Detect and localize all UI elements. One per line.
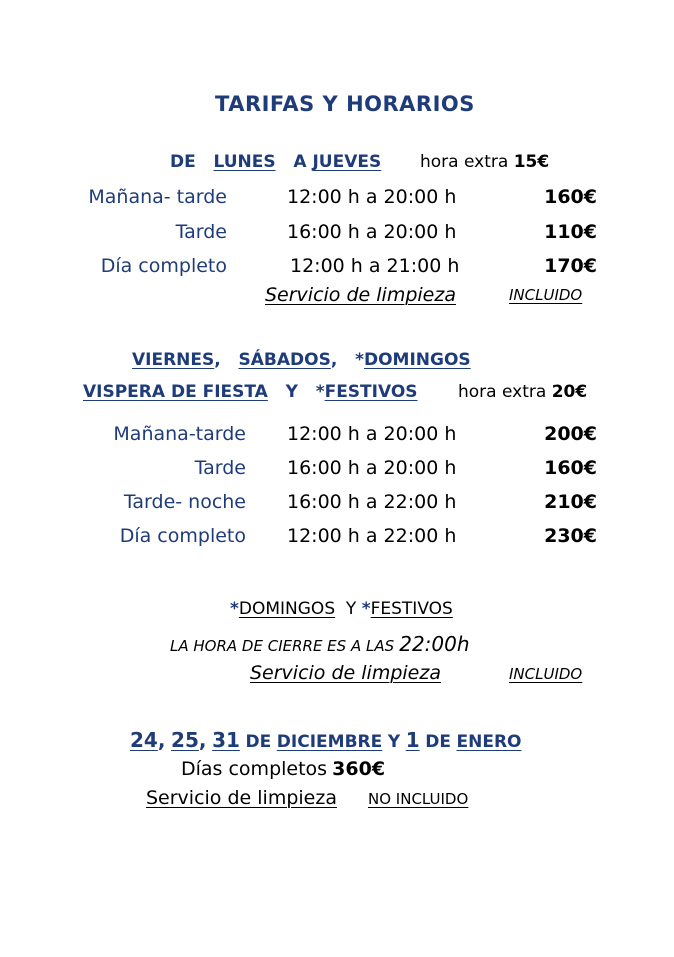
s1-row-label-2: Tarde xyxy=(175,221,227,243)
closing-label: LA HORA DE CIERRE ES A LAS xyxy=(170,637,395,655)
s2-row-label-2: Tarde xyxy=(194,457,246,479)
de-label: DE xyxy=(170,152,196,172)
festivos-label: FESTIVOS xyxy=(370,599,453,619)
dias-price: 360€ xyxy=(332,758,386,780)
day-1: 1 xyxy=(405,728,420,752)
s1-cleaning-status: INCLUIDO xyxy=(509,286,583,304)
s1-row-label-3: Día completo xyxy=(100,255,227,277)
s4-cleaning-status: NO INCLUIDO xyxy=(368,790,469,808)
s1-cleaning: Servicio de limpieza xyxy=(265,284,456,306)
day-24: 24 xyxy=(130,728,158,752)
de-label: DE xyxy=(425,732,451,752)
s1-row-price-2: 110€ xyxy=(544,221,597,243)
s2-row-price-4: 230€ xyxy=(544,525,597,547)
vispera-label: VISPERA DE FIESTA xyxy=(83,382,268,402)
asterisk: * xyxy=(315,382,325,402)
extra-label: hora extra xyxy=(458,382,547,402)
de-label: DE xyxy=(245,732,272,752)
y-label: Y xyxy=(285,382,298,402)
section3-header xyxy=(230,599,453,619)
festivos-label: FESTIVOS xyxy=(324,382,418,402)
s2-row-price-1: 200€ xyxy=(544,423,597,445)
s2-row-price-2: 160€ xyxy=(544,457,597,479)
s2-row-time-1: 12:00 h a 20:00 h xyxy=(287,423,457,445)
asterisk: * xyxy=(230,599,239,619)
s4-cleaning: Servicio de limpieza xyxy=(146,787,337,809)
s2-row-price-3: 210€ xyxy=(544,491,597,513)
s3-cleaning: Servicio de limpieza xyxy=(250,662,441,684)
s3-cleaning-status: INCLUIDO xyxy=(509,665,583,683)
s1-row-time-1: 12:00 h a 20:00 h xyxy=(287,186,457,208)
extra-price: 20€ xyxy=(551,382,588,402)
comma: , xyxy=(214,350,221,370)
comma: , xyxy=(330,350,338,370)
s1-row-time-3: 12:00 h a 21:00 h xyxy=(290,255,460,277)
comma: , xyxy=(157,728,166,752)
jueves-label: JUEVES xyxy=(312,152,382,172)
section2-header-line1 xyxy=(132,350,471,370)
section1-extra xyxy=(420,152,549,172)
diciembre-label: DICIEMBRE xyxy=(276,732,383,752)
dias-label: Días completos xyxy=(181,758,328,780)
comma: , xyxy=(198,728,207,752)
s2-row-label-4: Día completo xyxy=(119,525,246,547)
closing-time: 22:00h xyxy=(399,632,470,656)
sabados-label: SÁBADOS xyxy=(238,350,331,370)
y-label: Y xyxy=(345,599,357,619)
s1-row-label-1: Mañana- tarde xyxy=(88,186,227,208)
viernes-label: VIERNES xyxy=(132,350,215,370)
extra-label: hora extra xyxy=(420,152,509,172)
s2-row-time-4: 12:00 h a 22:00 h xyxy=(287,525,457,547)
s2-row-label-3: Tarde- noche xyxy=(123,491,246,513)
s2-row-label-1: Mañana-tarde xyxy=(113,423,246,445)
day-25: 25 xyxy=(171,728,199,752)
y-label: Y xyxy=(387,732,401,752)
s2-row-time-3: 16:00 h a 22:00 h xyxy=(287,491,457,513)
section1-header xyxy=(170,152,381,172)
domingos-label: DOMINGOS xyxy=(238,599,336,619)
closing-time-line xyxy=(170,632,470,656)
section4-header xyxy=(130,728,522,752)
page-title: TARIFAS Y HORARIOS xyxy=(215,92,475,116)
enero-label: ENERO xyxy=(456,732,522,752)
dias-completos-line xyxy=(181,758,385,780)
asterisk: * xyxy=(361,599,371,619)
section2-extra xyxy=(458,382,587,402)
day-31: 31 xyxy=(212,728,240,752)
section2-header-line2 xyxy=(83,382,418,402)
asterisk: * xyxy=(355,350,364,370)
a-label: A xyxy=(293,152,307,172)
domingos-label: DOMINGOS xyxy=(363,350,471,370)
lunes-label: LUNES xyxy=(213,152,276,172)
extra-price: 15€ xyxy=(513,152,550,172)
s1-row-price-1: 160€ xyxy=(544,186,597,208)
s1-row-price-3: 170€ xyxy=(544,255,597,277)
s1-row-time-2: 16:00 h a 20:00 h xyxy=(287,221,457,243)
s2-row-time-2: 16:00 h a 20:00 h xyxy=(287,457,457,479)
